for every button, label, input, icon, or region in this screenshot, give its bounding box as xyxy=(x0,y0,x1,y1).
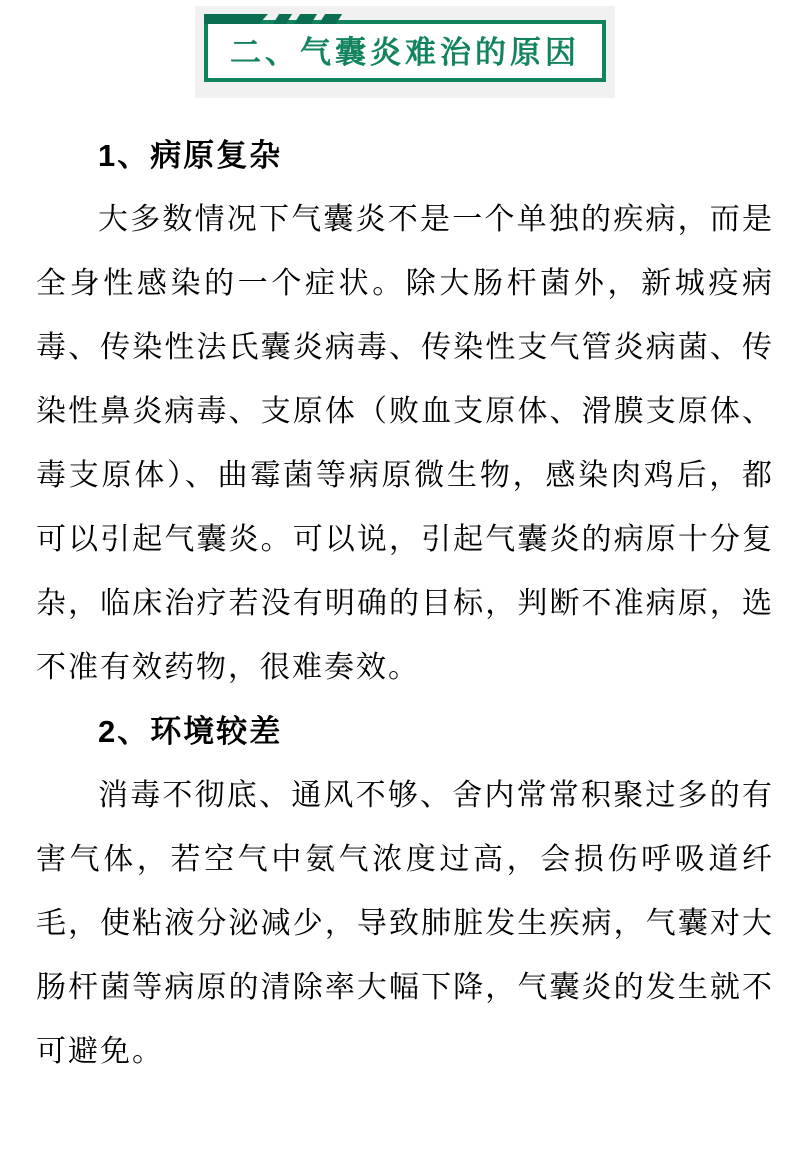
title-banner xyxy=(195,6,615,98)
section-heading-1: 1、病原复杂 xyxy=(98,138,283,173)
ribbon-bar-icon xyxy=(204,14,268,24)
page-title: 二、气囊炎难治的原因 xyxy=(230,34,580,70)
section-paragraph-1: 大多数情况下气囊炎不是一个单独的疾病，而是全身性感染的一个症状。除大肠杆菌外，新城疫病毒、传染性法氏囊炎病毒、传染性支气管炎病菌、传染性鼻炎病毒、支原体（败血支原体、滑膜支原体、毒支原体）、曲霉菌等病原微生物，感染肉鸡后，都可以引起气囊炎。可以说，引起气囊炎的病原十分复杂，临床治疗若没有明确的目标，判断不准病原，选不准有效药物，很难奏效。 xyxy=(36,203,774,684)
article-page xyxy=(0,6,810,1154)
slash-stripe-icon xyxy=(273,14,292,24)
slash-stripe-icon xyxy=(294,14,317,24)
title-box xyxy=(204,20,606,82)
slash-stripe-icon xyxy=(319,14,342,24)
article-content xyxy=(36,124,774,1084)
section-heading-2: 2、环境较差 xyxy=(98,714,283,749)
title-ribbon-decoration xyxy=(204,14,339,24)
section-paragraph-2: 消毒不彻底、通风不够、舍内常常积聚过多的有害气体，若空气中氨气浓度过高，会损伤呼吸道纤毛，使粘液分泌减少，导致肺脏发生疾病，气囊对大肠杆菌等病原的清除率大幅下降，气囊炎的发生就不可避免。 xyxy=(36,779,774,1068)
